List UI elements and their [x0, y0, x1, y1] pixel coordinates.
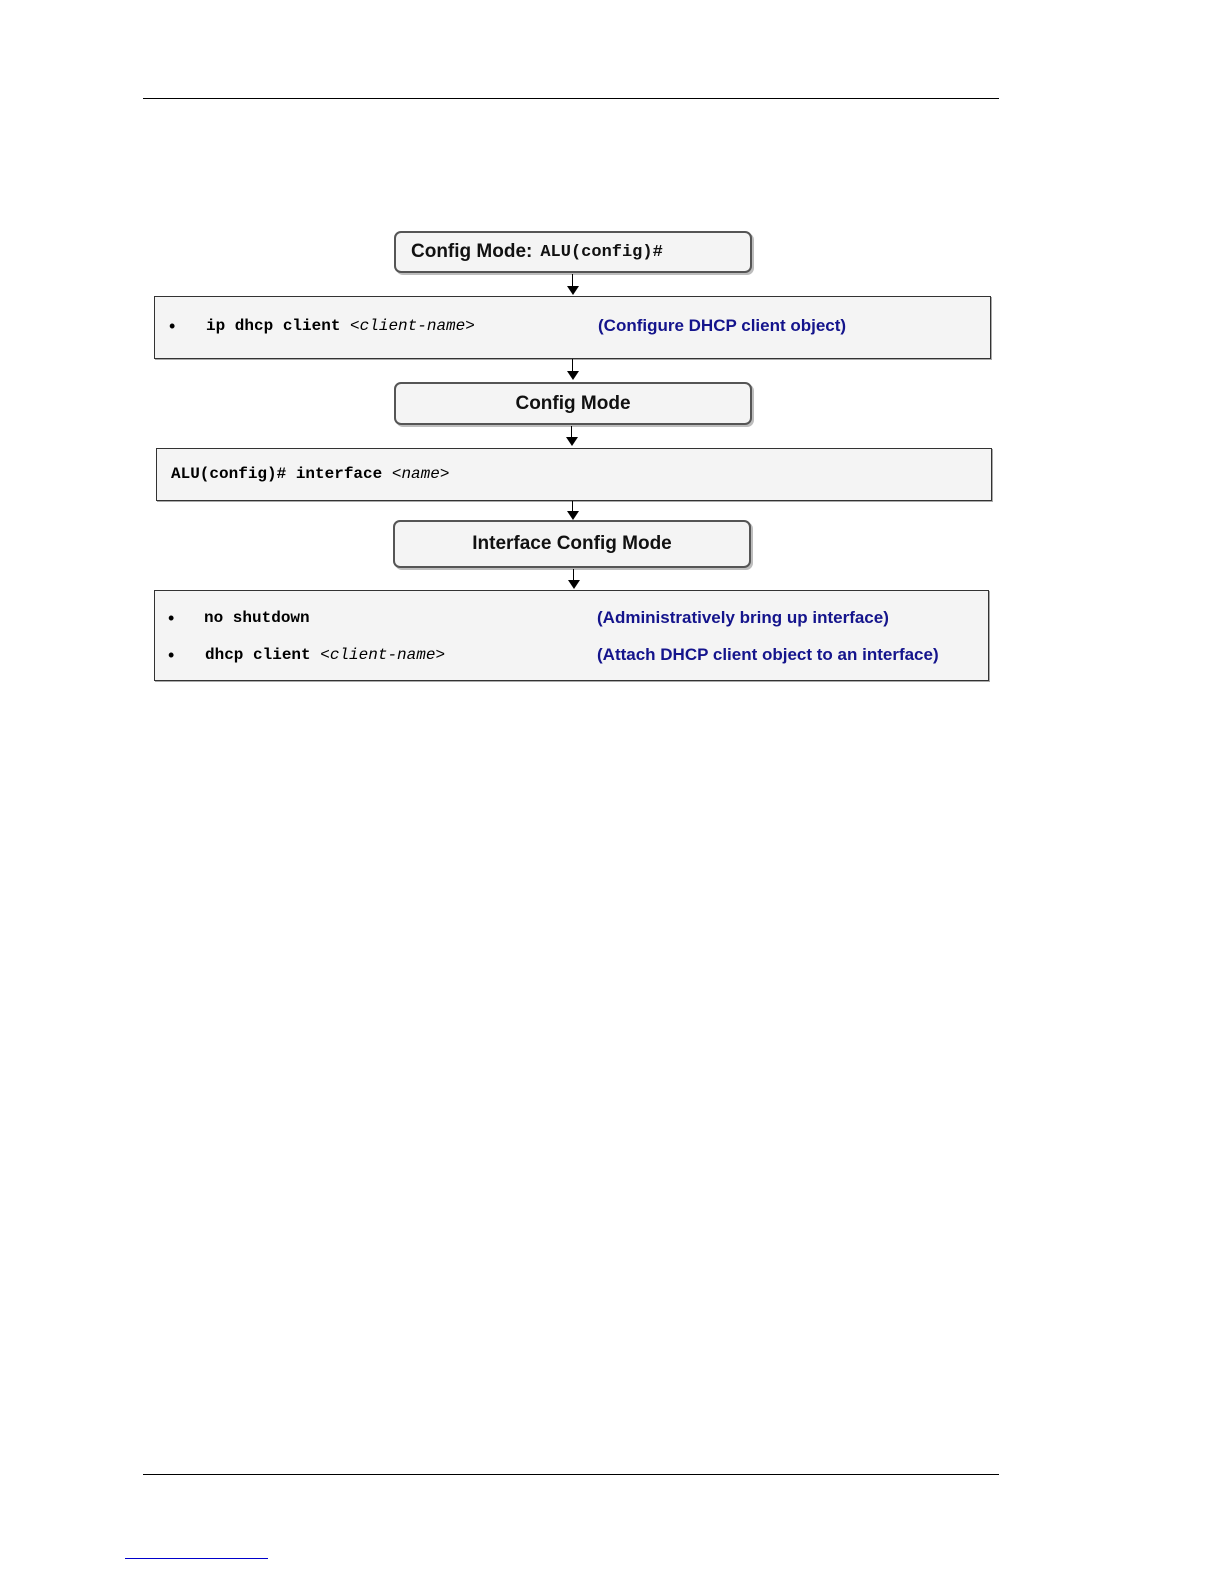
config-mode-box: [394, 231, 752, 273]
command-text: [171, 463, 449, 485]
command-text: [206, 315, 475, 337]
command-note: (Configure DHCP client object): [598, 316, 847, 335]
command-argument: <client-name>: [320, 646, 446, 664]
dhcp-client-command-box: [154, 296, 991, 359]
bullet: •: [169, 316, 176, 336]
config-mode-label-2: Config Mode: [515, 392, 631, 414]
command-argument: <name>: [391, 465, 450, 483]
config-mode-box-2: [394, 382, 752, 425]
interface-config-mode-label: Interface Config Mode: [472, 533, 672, 554]
bullet: •: [168, 608, 175, 628]
flow-arrow: [567, 274, 579, 295]
footer-link-underline: [125, 1558, 268, 1559]
flow-arrow: [566, 426, 578, 447]
command-text: [204, 607, 310, 629]
flow-arrow: [567, 501, 579, 520]
footer-rule: [143, 1474, 999, 1475]
command-note: (Attach DHCP client object to an interface): [597, 645, 939, 664]
config-mode-prompt: ALU(config)#: [540, 242, 663, 262]
flow-arrow: [568, 569, 580, 590]
list-item: [155, 607, 988, 629]
config-mode-label: Config Mode:: [411, 241, 533, 262]
bullet: •: [168, 645, 175, 665]
command-keyword: dhcp client: [205, 646, 311, 664]
command-keyword: ip dhcp client: [206, 317, 341, 335]
command-text: [205, 644, 445, 666]
command-note: (Administratively bring up interface): [597, 608, 889, 627]
header-rule: [143, 98, 999, 99]
interface-config-mode-box: [393, 520, 751, 568]
command-argument: <client-name>: [350, 317, 475, 335]
command-keyword: ALU(config)# interface: [171, 465, 383, 483]
command-keyword: no shutdown: [204, 609, 310, 627]
list-item: [155, 644, 988, 666]
interface-command-box: [156, 448, 992, 501]
flow-arrow: [567, 359, 579, 381]
interface-commands-box: [154, 590, 989, 681]
